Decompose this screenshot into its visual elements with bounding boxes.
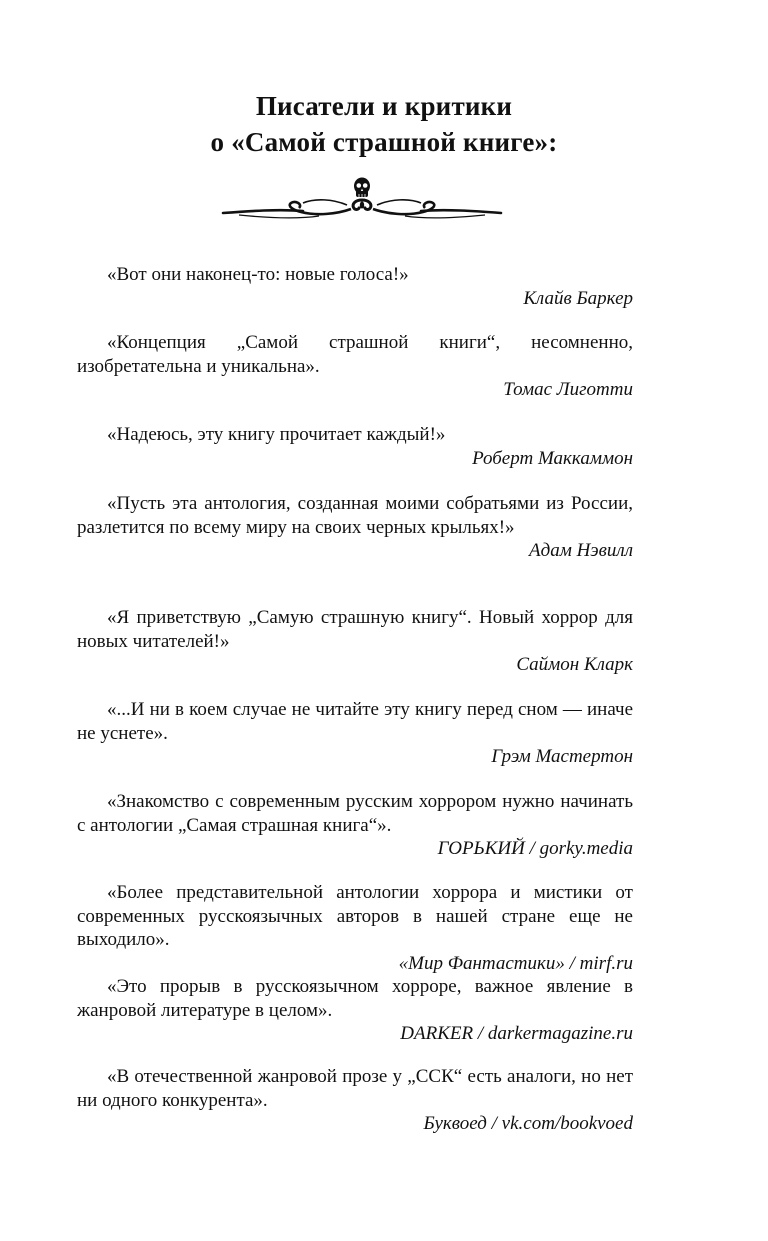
- quote-author: Томас Лиготти: [503, 379, 633, 400]
- quote-text: «Я приветствую „Самую страшную книгу“. Новый хоррор для новых читателей!»: [77, 607, 633, 652]
- quote-item: [77, 492, 633, 563]
- quote-text: «...И ни в коем случае не читайте эту книгу перед сном — иначе не уснете».: [77, 699, 633, 744]
- quote-text: «Концепция „Самой страшной книги“, несомненно, изобретательна и уникальна».: [77, 332, 633, 377]
- quote-item: [77, 1065, 633, 1136]
- quote-item: [77, 698, 633, 769]
- quote-author: «Мир Фантастики» / mirf.ru: [398, 952, 633, 974]
- skull-flourish-icon: [219, 176, 505, 222]
- page-title-line-2: о «Самой страшной книге»:: [210, 127, 558, 157]
- quote-author: Клайв Баркер: [523, 287, 633, 309]
- quote-author: DARKER / darkermagazine.ru: [400, 1023, 633, 1044]
- quote-item: [77, 881, 633, 1046]
- quote-item: [77, 331, 633, 402]
- quote-text: «Пусть эта антология, созданная моими собратьями из России, разлетится по всему миру на своих черных крыльях!»: [77, 493, 633, 538]
- quote-text: «Надеюсь, эту книгу прочитает каждый!»: [107, 424, 446, 445]
- quote-author: ГОРЬКИЙ / gorky.media: [437, 838, 633, 859]
- quote-author: Буквоед / vk.com/bookvoed: [423, 1113, 633, 1134]
- quote-text: «Более представительной антологии хоррора и мистики от современных русскоязычных авторов в нашей стране еще не выходило».: [77, 882, 633, 950]
- quote-text: «Это прорыв в русскоязычном хорроре, важное явление в жанровой литературе в целом».: [77, 976, 633, 1021]
- quote-author: Саймон Кларк: [516, 654, 633, 675]
- page-title-line-1: Писатели и критики: [255, 91, 513, 121]
- quote-author: Грэм Мастертон: [491, 746, 633, 767]
- quote-text: «В отечественной жанровой прозе у „ССК“ есть аналоги, но нет ни одного конкурента».: [77, 1066, 633, 1111]
- quote-item: [77, 263, 633, 310]
- quote-text: «Вот они наконец-то: новые голоса!»: [107, 264, 409, 285]
- quote-text: «Знакомство с современным русским хоррором нужно начинать с антологии „Самая страшная книга“».: [77, 791, 633, 836]
- quote-author: Роберт Маккаммон: [472, 447, 633, 469]
- quote-item: [77, 790, 633, 861]
- quote-item: [77, 423, 633, 470]
- quote-author: Адам Нэвилл: [528, 540, 633, 561]
- page-header: [0, 88, 768, 160]
- quote-item: [77, 606, 633, 677]
